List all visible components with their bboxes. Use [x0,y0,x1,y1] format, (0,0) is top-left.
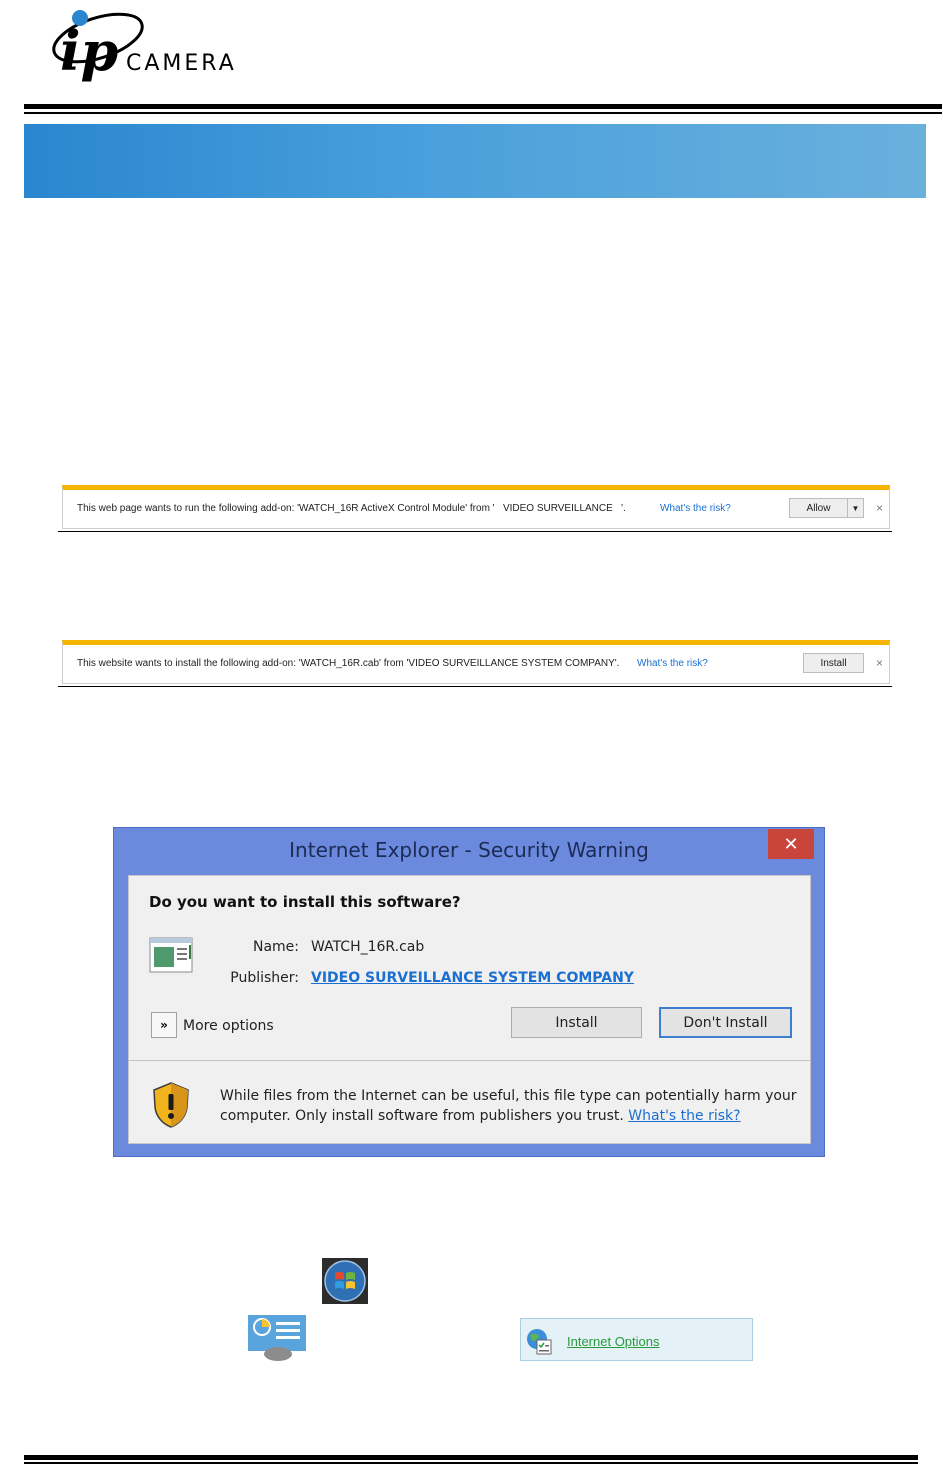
internet-options-label[interactable]: Internet Options [567,1334,660,1349]
security-warning-text: While files from the Internet can be useful, this file type can potentially harm your computer. Only install software from publishers you trust. What's the risk? [220,1088,797,1124]
activex-message: This web page wants to run the following add-on: 'WATCH_16R ActiveX Control Module' from ' VIDEO SURVEILLANCE '. [77,503,626,514]
control-panel-icon [248,1315,306,1361]
dialog-title: Internet Explorer - Security Warning [289,838,649,862]
install-button[interactable]: Install [511,1007,642,1038]
install-bar-underline [58,686,892,687]
dialog-separator [129,1060,810,1061]
internet-options-link[interactable] [520,1318,753,1361]
install-notification-bar [62,640,890,684]
dont-install-button[interactable]: Don't Install [659,1007,792,1038]
header-rule-thick [24,104,942,109]
install-risk-link[interactable]: What's the risk? [637,658,708,669]
install-close-icon[interactable]: × [875,656,883,670]
activex-notification-bar [62,485,890,529]
allow-dropdown-button[interactable]: ▼ [847,498,864,518]
activex-publisher: VIDEO SURVEILLANCE [502,503,613,514]
dialog-body [128,875,811,1144]
footer-rule-thin [24,1462,918,1464]
security-warning-dialog [113,827,825,1157]
more-options-toggle[interactable]: » [151,1012,177,1038]
publisher-label: Publisher: [230,970,299,986]
activex-bar-underline [58,531,892,532]
install-bar-button[interactable]: Install [803,653,864,673]
name-label: Name: [252,939,299,955]
dialog-risk-link[interactable]: What's the risk? [628,1108,741,1124]
windows-start-orb-icon [322,1258,368,1304]
activex-risk-link[interactable]: What's the risk? [660,503,731,514]
internet-options-icon [525,1327,553,1355]
dialog-close-button[interactable]: ✕ [768,829,814,859]
header-rule-thin [24,112,942,114]
dialog-question: Do you want to install this software? [149,893,461,911]
warning-shield-icon [151,1081,191,1129]
footer-rule-thick [24,1455,918,1460]
logo-ip-text: ip [60,19,119,83]
more-options-label[interactable]: More options [183,1018,274,1034]
publisher-link[interactable]: VIDEO SURVEILLANCE SYSTEM COMPANY [311,970,634,986]
activex-close-icon[interactable]: × [875,501,883,515]
allow-button[interactable]: Allow [789,498,848,518]
name-value: WATCH_16R.cab [311,939,425,955]
install-message: This website wants to install the following add-on: 'WATCH_16R.cab' from 'VIDEO SURVEILLANCE SYSTEM COMPANY'. [77,658,620,669]
ip-camera-logo [40,4,300,96]
logo-camera-text: CAMERA [126,51,237,76]
section-banner [24,124,926,198]
